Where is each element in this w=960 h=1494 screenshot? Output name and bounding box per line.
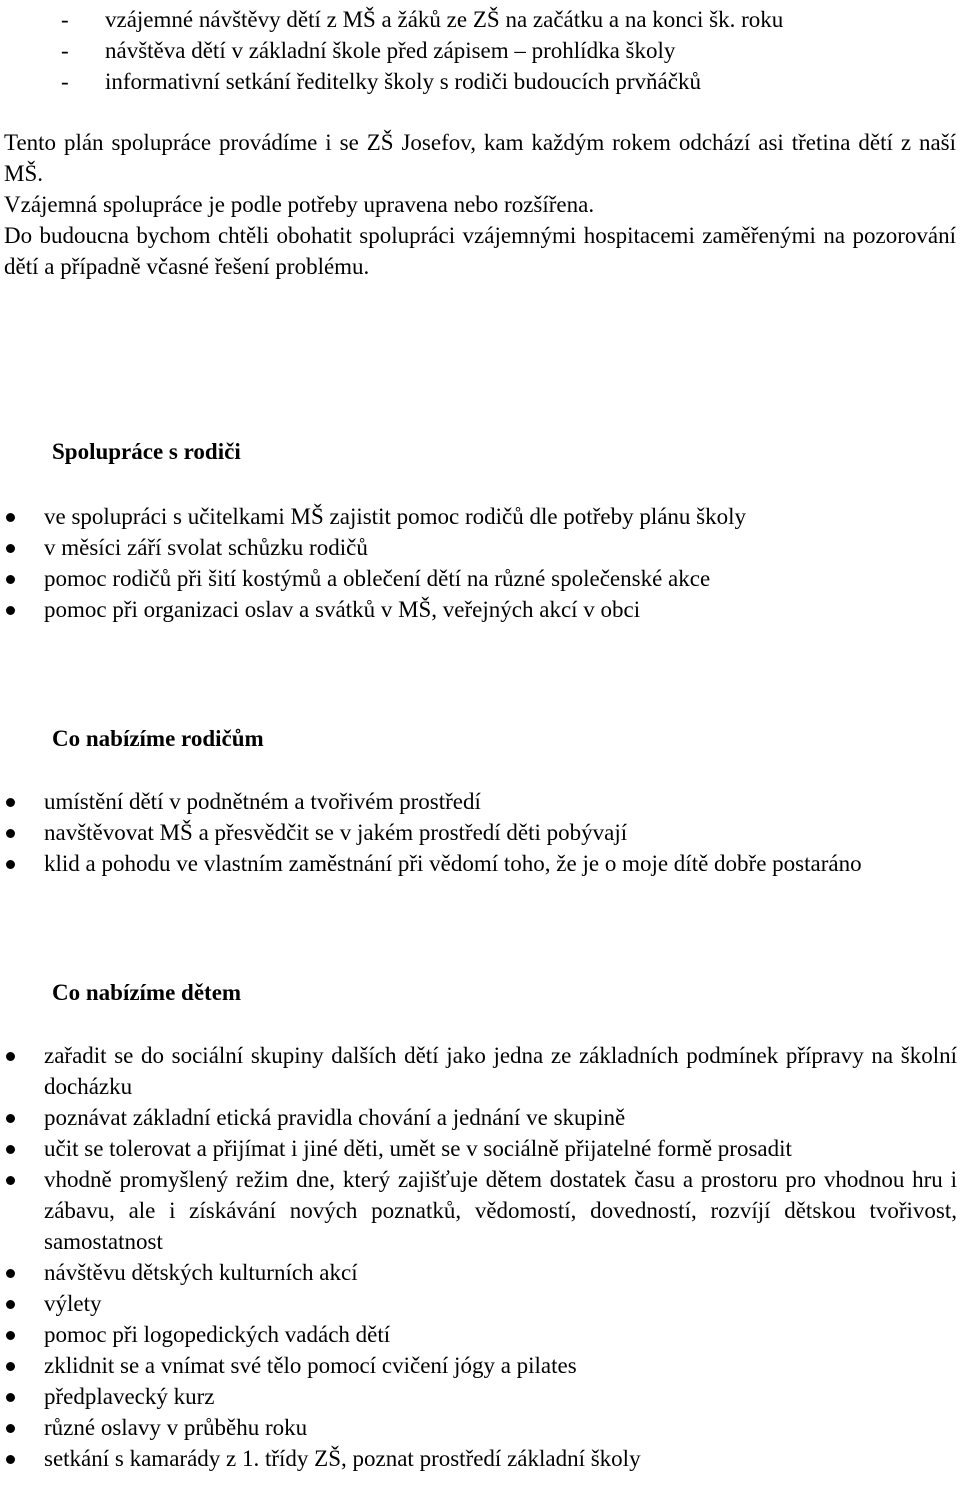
list-item-text: pomoc při logopedických vadách dětí [44,1322,391,1347]
list-item-text: klid a pohodu ve vlastním zaměstnání při vědomí toho, že je o moje dítě dobře postaráno [44,851,862,876]
list-item-text: předplavecký kurz [44,1384,215,1409]
list-item-text: vhodně promyšlený režim dne, který zajišťuje dětem dostatek času a prostoru pro vhodnou hru i zábavu, ale i získávání nových poznatků, vědomostí, dovedností, rozvíjí dětskou tvořivost, samostatnost [44,1167,957,1254]
bullet-icon [6,1455,15,1464]
intro-dash-list [61,4,951,97]
heading-offer-for-children: Co nabízíme dětem [52,980,242,1005]
list-item [0,1350,957,1381]
list-item [0,817,957,848]
bullet-icon [6,1145,15,1154]
list-item [0,501,957,532]
list-item [0,1102,957,1133]
dash-item-text: vzájemné návštěvy dětí z MŠ a žáků ze ZŠ na začátku a na konci šk. roku [105,7,784,32]
list-item-text: zařadit se do sociální skupiny dalších dětí jako jedna ze základních podmínek přípravy na školní docházku [44,1043,957,1099]
dash-marker: - [61,38,69,63]
list-item [0,532,957,563]
bullet-icon [6,1300,15,1309]
list-item [0,1040,957,1102]
bullet-icon [6,575,15,584]
list-item-text: pomoc rodičů při šití kostýmů a oblečení dětí na různé společenské akce [44,566,711,591]
list-item [0,563,957,594]
bullet-icon [6,1114,15,1123]
dash-item-text: informativní setkání ředitelky školy s rodiči budoucích prvňáčků [105,69,701,94]
list-item-text: pomoc při organizaci oslav a svátků v MŠ, veřejných akcí v obci [44,597,641,622]
bullet-icon [6,544,15,553]
list-item-text: navštěvovat MŠ a přesvědčit se v jakém prostředí děti pobývají [44,820,628,845]
paragraph-mutual-cooperation: Vzájemná spolupráce je podle potřeby upravena nebo rozšířena. [4,192,595,217]
list-item-text: poznávat základní etická pravidla chování a jednání ve skupině [44,1105,626,1130]
heading-offer-for-parents: Co nabízíme rodičům [52,726,264,751]
bullet-icon [6,1362,15,1371]
list-item-text: návštěvu dětských kulturních akcí [44,1260,358,1285]
dash-list-item [61,35,951,66]
list-item [0,848,957,879]
dash-marker: - [61,69,69,94]
list-item [0,1133,957,1164]
bullet-icon [6,1269,15,1278]
list-item [0,1164,957,1257]
dash-item-text: návštěva dětí v základní škole před zápisem – prohlídka školy [105,38,676,63]
list-item [0,786,957,817]
list-item [0,1257,957,1288]
list-item [0,1412,957,1443]
list-item [0,1288,957,1319]
dash-list-item [61,4,951,35]
list-item [0,1381,957,1412]
list-item [0,1443,957,1474]
list-item-text: umístění dětí v podnětném a tvořivém prostředí [44,789,481,814]
list-item-text: ve spolupráci s učitelkami MŠ zajistit pomoc rodičů dle potřeby plánu školy [44,504,747,529]
dash-list-item [61,66,951,97]
list-item-text: učit se tolerovat a přijímat i jiné děti, umět se v sociálně přijatelné formě prosadit [44,1136,792,1161]
list-item-text: zklidnit se a vnímat své tělo pomocí cvičení jógy a pilates [44,1353,577,1378]
bullet-icon [6,1052,15,1061]
bullet-icon [6,1331,15,1340]
bullet-icon [6,1176,15,1185]
list-cooperation-with-parents [0,501,957,625]
bullet-icon [6,606,15,615]
paragraph-cooperation-plan: Tento plán spolupráce provádíme i se ZŠ Josefov, kam každým rokem odchází asi třetina dětí z naší MŠ. [4,130,956,186]
list-offer-for-children [0,1040,957,1474]
list-offer-for-parents [0,786,957,879]
bullet-icon [6,513,15,522]
paragraph-future-plans: Do budoucna bychom chtěli obohatit spolupráci vzájemnými hospitacemi zaměřenými na pozorování dětí a případně včasné řešení problému. [4,223,956,279]
heading-cooperation-with-parents: Spolupráce s rodiči [52,439,241,464]
bullet-icon [6,860,15,869]
list-item-text: v měsíci září svolat schůzku rodičů [44,535,368,560]
list-item [0,594,957,625]
list-item-text: setkání s kamarády z 1. třídy ZŠ, poznat prostředí základní školy [44,1446,641,1471]
dash-marker: - [61,7,69,32]
bullet-icon [6,1424,15,1433]
list-item-text: různé oslavy v průběhu roku [44,1415,308,1440]
list-item-text: výlety [44,1291,102,1316]
bullet-icon [6,1393,15,1402]
bullet-icon [6,829,15,838]
list-item [0,1319,957,1350]
bullet-icon [6,798,15,807]
